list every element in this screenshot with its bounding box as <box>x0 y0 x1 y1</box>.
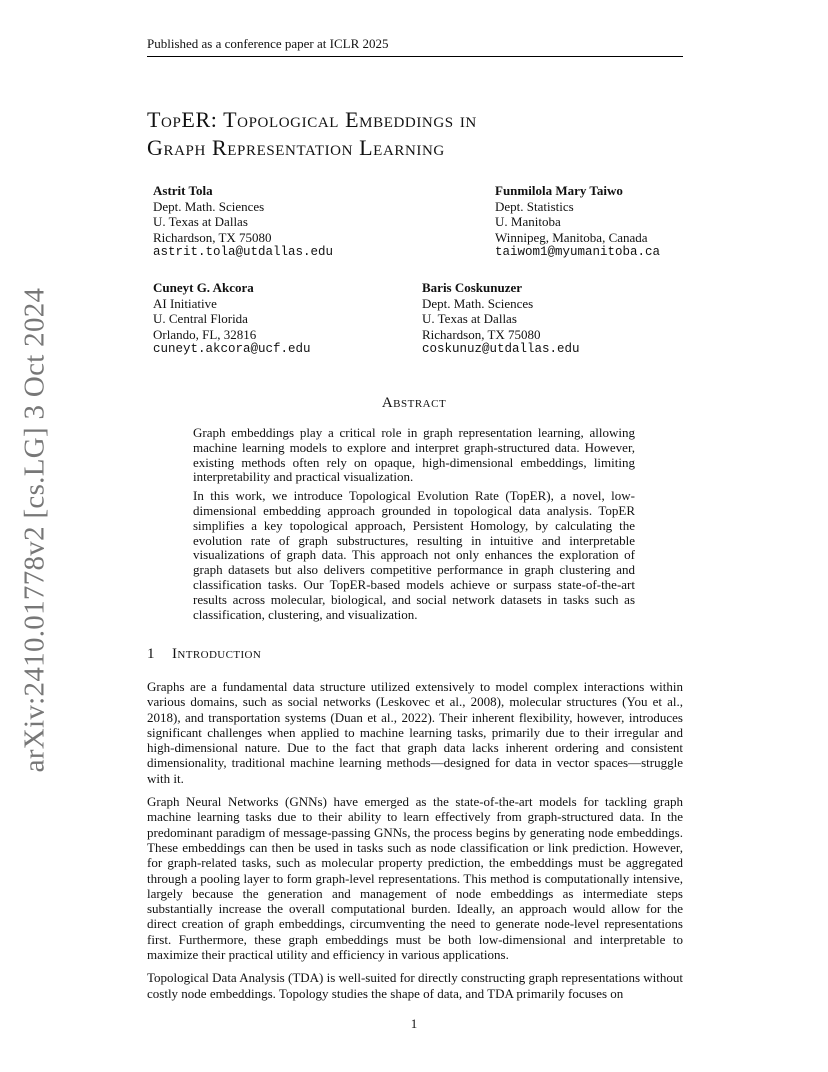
author-email[interactable]: coskunuz@utdallas.edu <box>422 342 580 356</box>
author-block <box>153 280 311 358</box>
body-paragraph: Graph Neural Networks (GNNs) have emerged as the state-of-the-art models for tackling graph machine learning tasks due to their ability to learn effectively from graph-structured data. In the predominant paradigm of message-passing GNNs, the process begins by generating node embeddings. These embeddings can then be used in tasks such as node classification or link prediction. However, for graph-related tasks, such as molecular property prediction, the embeddings must be aggregated through a pooling layer to form graph-level representations. This method is computationally intensive, largely because the generation and management of node embeddings as intermediate steps substantially increase the overall computational burden. Ideally, an approach would allow for the direct creation of graph embeddings, circumventing the need to generate node-level representations first. Furthermore, these graph embeddings must be both low-dimensional and interpretable to maximize their practical utility and efficiency in various applications. <box>147 794 683 963</box>
author-dept: Dept. Statistics <box>495 198 574 214</box>
paper-title <box>147 106 477 162</box>
page-number: 1 <box>410 1016 418 1031</box>
author-name: Cuneyt G. Akcora <box>153 280 254 295</box>
section-number: 1 <box>147 646 155 662</box>
abstract-paragraph: Graph embeddings play a critical role in graph representation learning, allowing machine learning models to explore and interpret graph-structured data. However, existing methods often rely on opaque, high-dimensional embeddings, limiting interpretability and practical visualization. <box>193 425 635 485</box>
author-institution: U. Texas at Dallas <box>153 214 248 229</box>
author-block <box>153 183 333 261</box>
author-name: Astrit Tola <box>153 183 213 198</box>
body-paragraph: Topological Data Analysis (TDA) is well-suited for directly constructing graph representations without costly node embeddings. Topology studies the shape of data, and TDA primarily focuses on <box>147 970 683 1001</box>
author-dept: Dept. Math. Sciences <box>153 198 265 214</box>
author-institution: U. Texas at Dallas <box>422 311 517 326</box>
arxiv-identifier-text: arXiv:2410.01778v2 [cs.LG] 3 Oct 2024 <box>18 287 51 773</box>
author-block <box>422 280 580 358</box>
author-name: Baris Coskunuzer <box>422 280 523 295</box>
author-email[interactable]: astrit.tola@utdallas.edu <box>153 245 334 259</box>
arxiv-identifier <box>18 287 51 773</box>
abstract-heading: Abstract <box>381 395 447 411</box>
title-line-1: TopER: Topological Embeddings in <box>147 107 477 132</box>
section-title: Introduction <box>172 646 262 662</box>
author-location: Orlando, FL, 32816 <box>153 326 257 342</box>
abstract-text <box>193 426 635 626</box>
author-institution: U. Central Florida <box>153 311 248 326</box>
author-name: Funmilola Mary Taiwo <box>495 183 623 198</box>
abstract-paragraph: In this work, we introduce Topological Evolution Rate (TopER), a novel, low-dimensional embedding approach grounded in topological data analysis. TopER simplifies a key topological approach, Persistent Homology, by calculating the evolution rate of graph substructures, resulting in intuitive and interpretable visualizations of graph data. This approach not only enhances the exploration of graph datasets but also delivers competitive performance in graph clustering and classification tasks. Our TopER-based models achieve or surpass state-of-the-art results across molecular, biological, and social network datasets in tasks such as classification, clustering, and visualization. <box>193 488 635 622</box>
author-location: Richardson, TX 75080 <box>422 326 541 342</box>
section-heading <box>147 646 261 663</box>
author-location: Richardson, TX 75080 <box>153 229 272 245</box>
author-location: Winnipeg, Manitoba, Canada <box>495 229 648 245</box>
body-paragraph: Graphs are a fundamental data structure utilized extensively to model complex interactions within various domains, such as social networks (Leskovec et al., 2008), molecular structures (You et al., 2018), and transportation systems (Duan et al., 2022). Their inherent flexibility, however, introduces significant challenges when applied to machine learning tasks, primarily due to their irregular and high-dimensional nature. Due to the fact that graph data lacks inherent ordering and consistent dimensionality, traditional machine learning methods—designed for data in vector spaces—struggle with it. <box>147 679 683 786</box>
author-dept: AI Initiative <box>153 295 217 311</box>
author-institution: U. Manitoba <box>495 214 561 229</box>
author-dept: Dept. Math. Sciences <box>422 295 534 311</box>
title-line-2: Graph Representation Learning <box>147 135 445 160</box>
body-text <box>147 679 683 1009</box>
author-email[interactable]: taiwom1@myumanitoba.ca <box>495 245 661 259</box>
author-block <box>495 183 660 261</box>
author-email[interactable]: cuneyt.akcora@ucf.edu <box>153 342 311 356</box>
running-header: Published as a conference paper at ICLR 2025 <box>147 36 683 57</box>
